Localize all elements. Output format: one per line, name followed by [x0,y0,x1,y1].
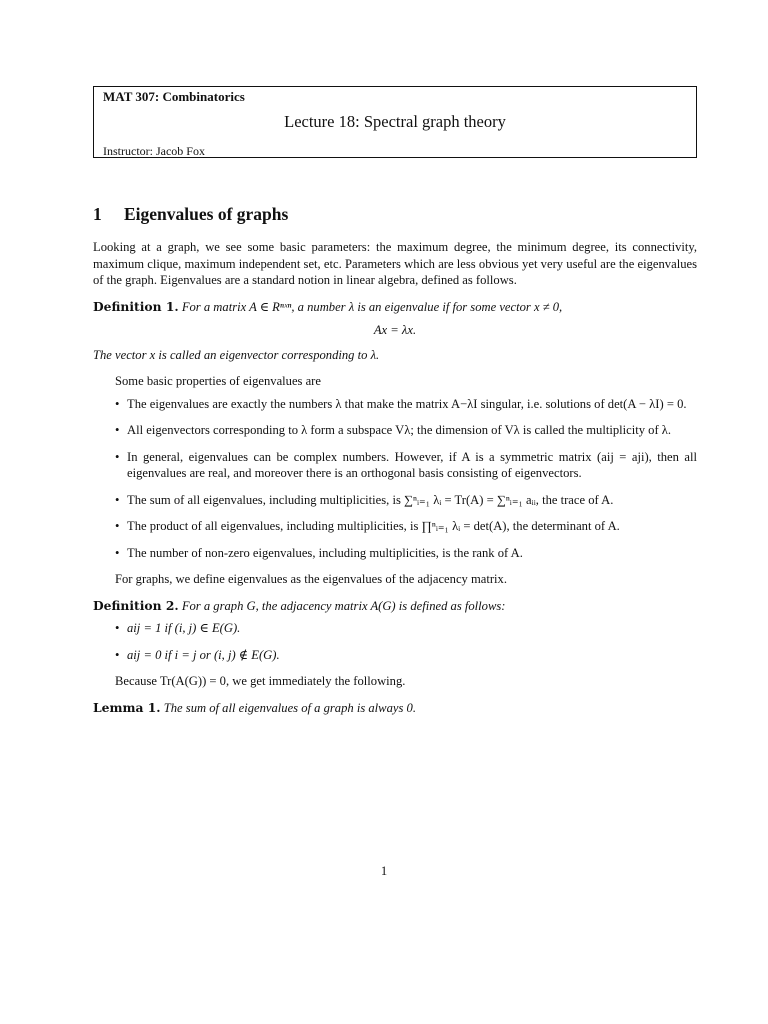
instructor-name: Instructor: Jacob Fox [103,144,205,158]
definition-2-label: Definition 2. [93,597,179,613]
list-item: • aij = 0 if i = j or (i, j) ∉ E(G). [115,647,280,662]
list-item: • All eigenvectors corresponding to λ form a subspace Vλ; the dimension of Vλ is called the multiplicity of λ. [115,423,672,437]
lemma-1 [93,700,697,717]
lemma-1-text: The sum of all eigenvalues of a graph is always 0. [163,700,416,715]
definition-2 [93,598,697,615]
because-paragraph: Because Tr(A(G)) = 0, we get immediately the following. [115,674,406,688]
list-item: • In general, eigenvalues can be complex numbers. However, if A is a symmetric matrix (aij = aji), then all eigenvalues are real, and moreover there is an orthogonal basis consisting of eigenvectors. [115,449,697,480]
bullet-icon: • [115,621,120,635]
lecture-title: Lecture 18: Spectral graph theory [284,112,506,131]
list-item: • The product of all eigenvalues, including multiplicities, is ∏ⁿᵢ₌₁ λᵢ = det(A), the determinant of A. [115,519,620,533]
page-number: 1 [380,864,388,878]
course-name: MAT 307: Combinatorics [103,89,245,104]
list-item: • aij = 1 if (i, j) ∈ E(G). [115,621,241,635]
intro-paragraph: Looking at a graph, we see some basic parameters: the maximum degree, the minimum degree, its connectivity, maximum clique, maximum independent set, etc. Parameters which are less obvious yet very useful are the eigenvalues of the graph. Eigenvalues are a standard notion in linear algebra, defined as follows. [93,240,697,287]
definition-2-text: For a graph G, the adjacency matrix A(G) is defined as follows: [181,598,506,613]
bullet-icon: • [115,449,120,464]
properties-list [93,396,697,562]
definition-1 [93,299,697,316]
lecture-header-box [93,86,697,158]
graphs-intro: For graphs, we define eigenvalues as the eigenvalues of the adjacency matrix. [115,572,508,586]
definition-1-after: The vector x is called an eigenvector corresponding to λ. [93,347,380,362]
lemma-1-label: Lemma 1. [93,699,161,715]
bullet-icon: • [115,545,120,560]
eigen-equation: Ax = λx. [373,323,417,337]
properties-intro: Some basic properties of eigenvalues are [115,374,321,388]
section-title: Eigenvalues of graphs [124,204,289,224]
bullet-icon: • [115,519,120,533]
section-heading [93,203,697,225]
bullet-icon: • [115,647,120,662]
definition-1-text: For a matrix A ∈ Rⁿˣⁿ, a number λ is an eigenvalue if for some vector x ≠ 0, [181,299,563,314]
bullet-icon: • [115,396,120,411]
list-item: • The eigenvalues are exactly the numbers λ that make the matrix A−λI singular, i.e. solutions of det(A − λI) = 0. [115,396,687,411]
list-item: • The number of non-zero eigenvalues, including multiplicities, is the rank of A. [115,545,523,560]
section-number: 1 [93,204,102,224]
list-item: • The sum of all eigenvalues, including multiplicities, is ∑ⁿᵢ₌₁ λᵢ = Tr(A) = ∑ⁿᵢ₌₁ aᵢᵢ, the trace of A. [115,492,614,507]
bullet-icon: • [115,423,120,437]
bullet-icon: • [115,492,120,507]
document-page [93,86,697,716]
definition-1-label: Definition 1. [93,298,179,314]
adjacency-definition-list [93,620,697,663]
